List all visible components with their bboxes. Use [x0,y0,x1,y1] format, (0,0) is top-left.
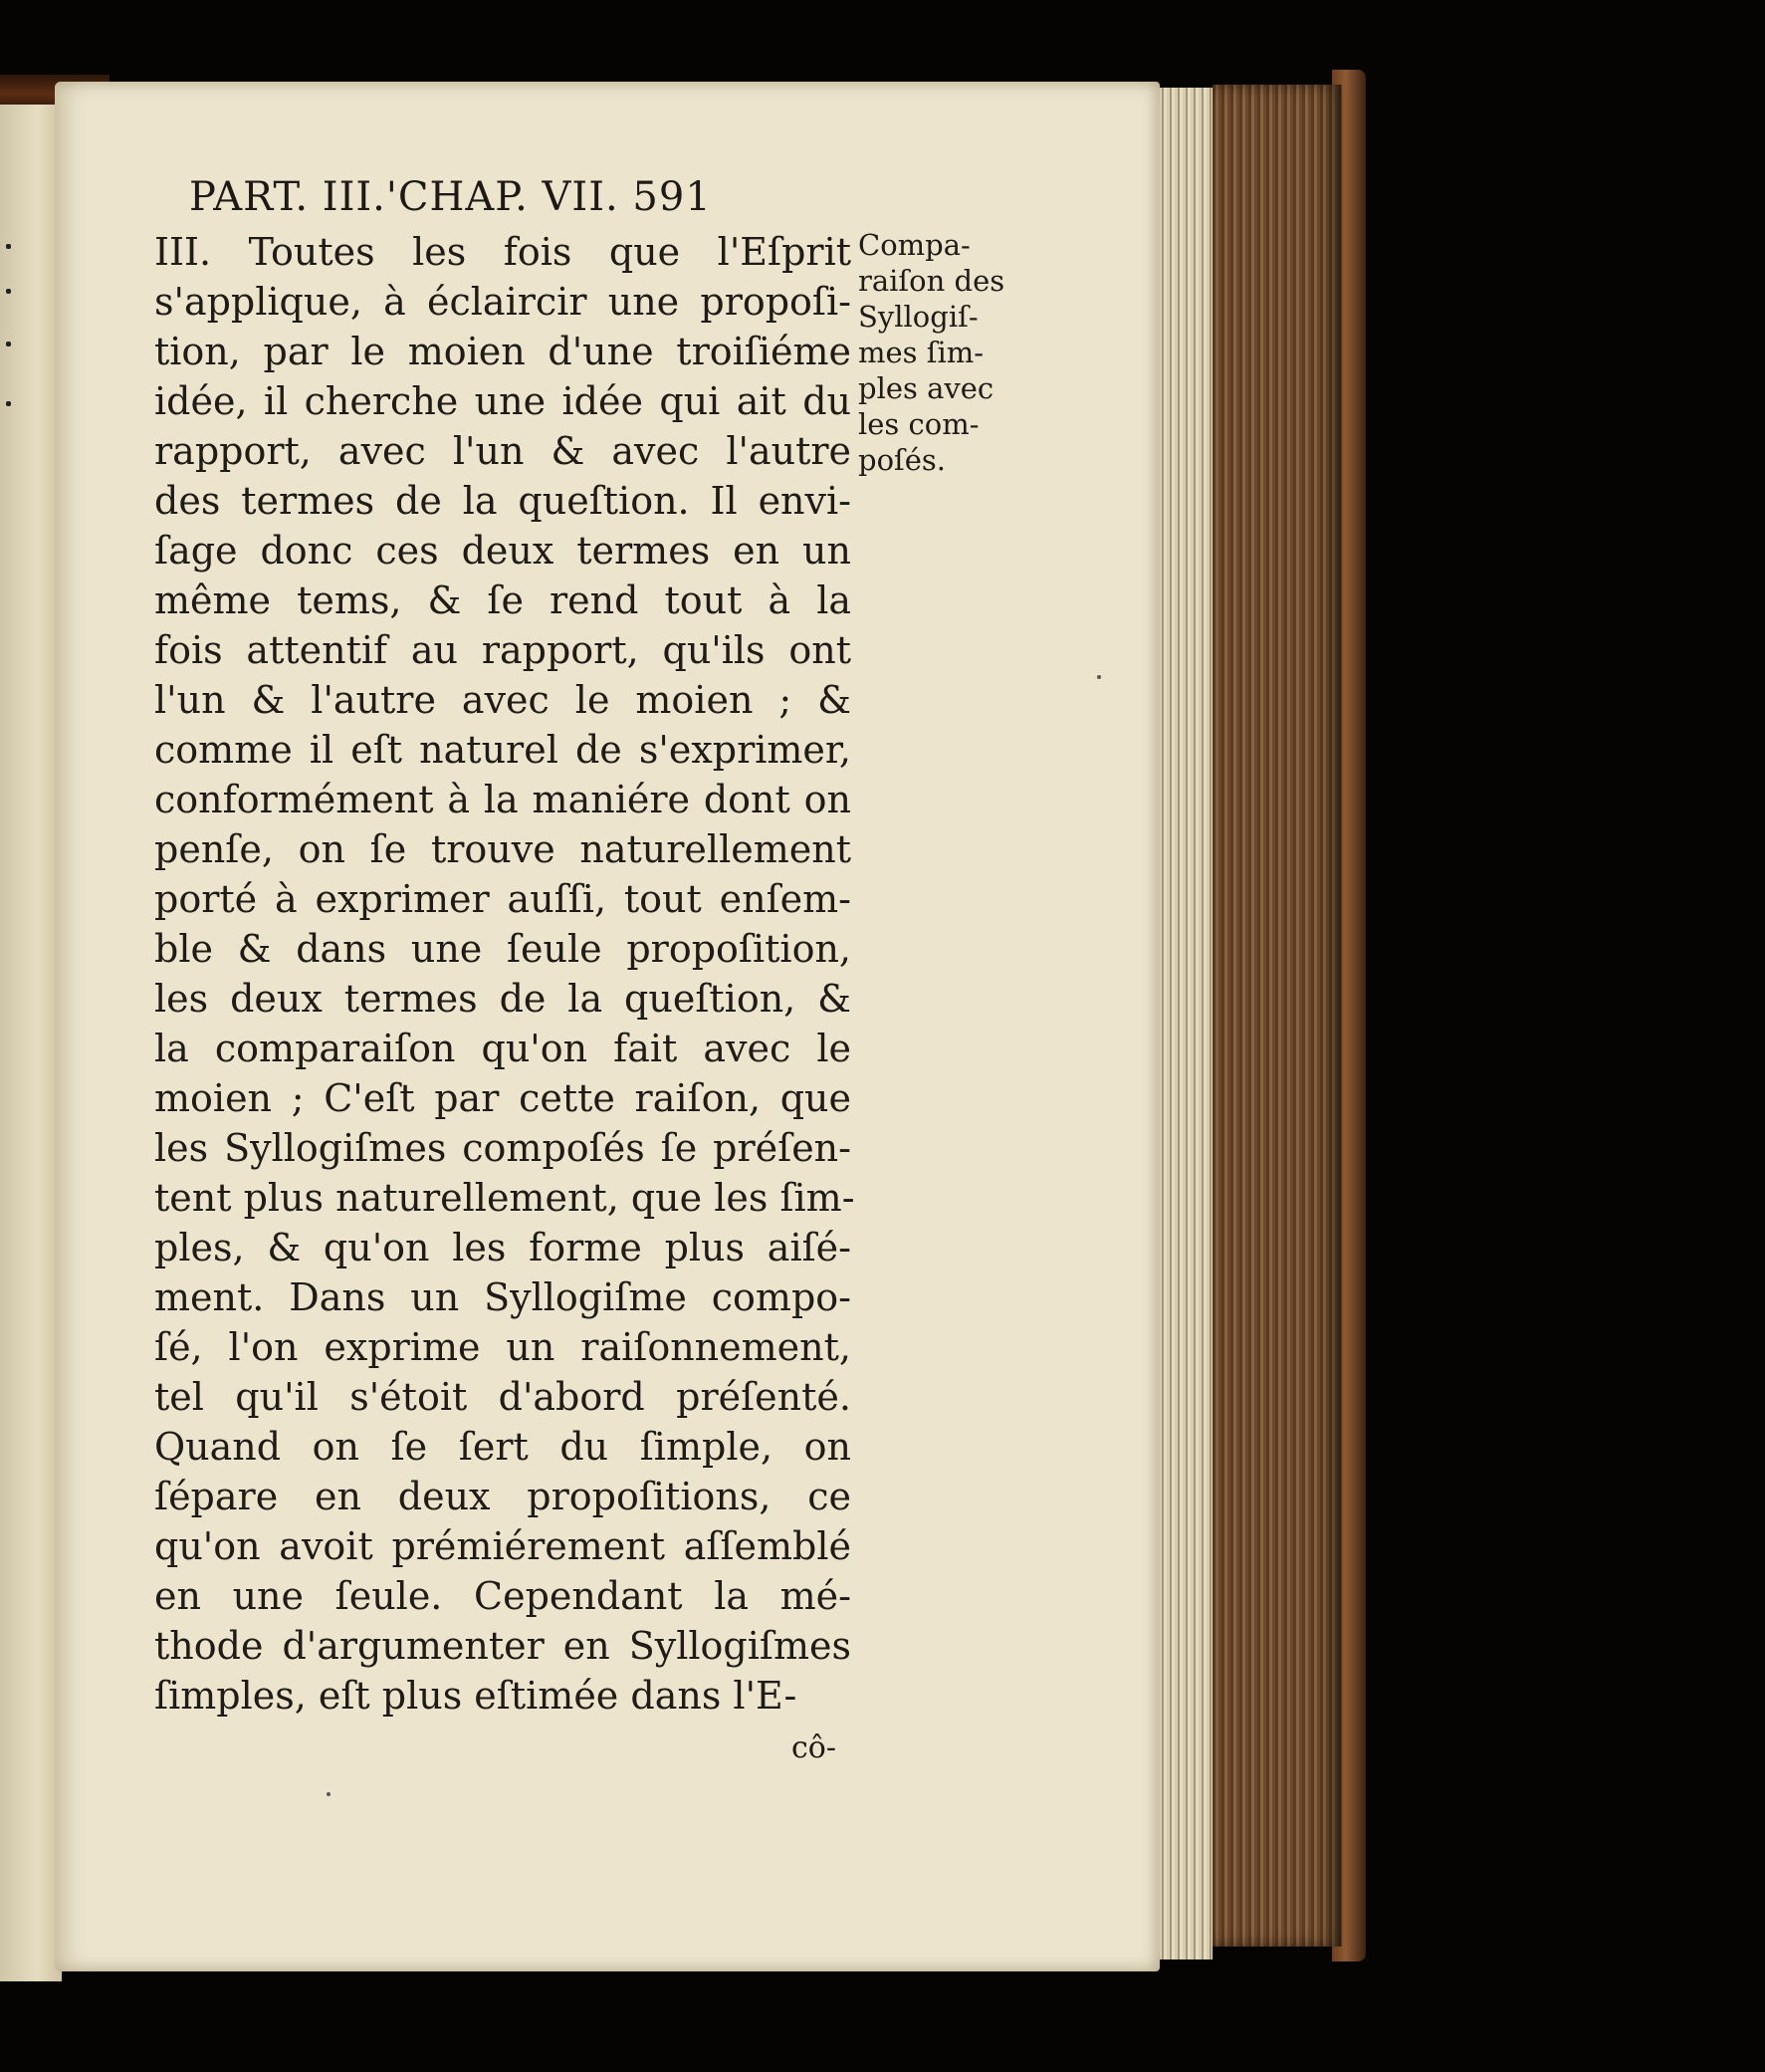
margin-note-line: ples avec [858,371,994,405]
text-line: ſage donc ces deux termes en un [154,529,851,573]
margin-note [858,227,1017,478]
text-line: penſe, on ſe trouve naturellement [154,827,851,871]
text-line: les deux termes de la queſtion, & [154,977,851,1021]
text-line: idée, il cherche une idée qui ait du [154,379,851,423]
margin-note-line: mes ſim- [858,336,985,369]
text-line: tion, par le moien d'une troiſiéme [154,330,851,373]
text-line: porté à exprimer auſſi, tout enſem- [154,877,851,921]
text-line: la comparaiſon qu'on fait avec le [154,1027,851,1070]
text-line: des termes de la queſtion. Il envi- [154,479,851,523]
ink-mark [6,401,11,406]
margin-note-line: Compa- [858,228,971,262]
text-line: thode d'argumenter en Syllogiſmes [154,1624,851,1668]
text-line: Quand on ſe ſert du ſimple, on [154,1425,851,1469]
margin-note-line: raiſon des [858,264,1005,298]
text-line: ſimples, eſt plus eſtimée dans l'E- [154,1674,797,1718]
margin-note-line: les com- [858,407,980,441]
text-line: ples, & qu'on les forme plus aiſé- [154,1226,851,1269]
text-line: rapport, avec l'un & avec l'autre [154,429,851,473]
ink-speck [1097,675,1101,679]
text-line: en une ſeule. Cependant la mé- [154,1574,851,1618]
text-line: s'applique, à éclaircir une propoſi- [154,280,851,324]
text-line: l'un & l'autre avec le moien ; & [154,678,851,722]
text-line: moien ; C'eſt par cette raiſon, que [154,1076,851,1120]
running-header: PART. III.'CHAP. VII. 591 [189,174,712,220]
ink-speck [327,1792,331,1796]
ink-mark [6,244,11,249]
text-block-edge [1213,85,1342,1947]
text-line: tent plus naturellement, que les ſim- [154,1176,855,1220]
ink-mark [6,342,11,346]
catchword: cô- [791,1730,836,1765]
ink-mark [6,289,11,294]
margin-note-line: poſés. [858,443,947,477]
text-line: ſépare en deux propoſitions, ce [154,1475,851,1518]
text-line: ment. Dans un Syllogiſme compo- [154,1275,851,1319]
text-line: même tems, & ſe rend tout à la [154,578,851,622]
text-line: ſé, l'on exprime un raiſonnement, [154,1325,851,1369]
show-through-text [884,546,1023,581]
text-line: conformément à la maniére dont on [154,778,851,821]
text-line: qu'on avoit prémiérement aſſemblé [154,1524,851,1568]
text-line: ble & dans une ſeule propoſition, [154,927,851,971]
text-line: les Syllogiſmes compoſés ſe préſen- [154,1126,851,1170]
text-line: comme il eſt naturel de s'exprimer, [154,728,851,772]
margin-note-line: Syllogiſ- [858,300,979,334]
text-line: III. Toutes les fois que l'Eſprit [154,230,851,274]
left-page-edge [0,105,62,1981]
text-line: tel qu'il s'étoit d'abord préſenté. [154,1375,851,1419]
body-text [154,227,855,1721]
text-line: fois attentif au rapport, qu'ils ont [154,628,851,672]
